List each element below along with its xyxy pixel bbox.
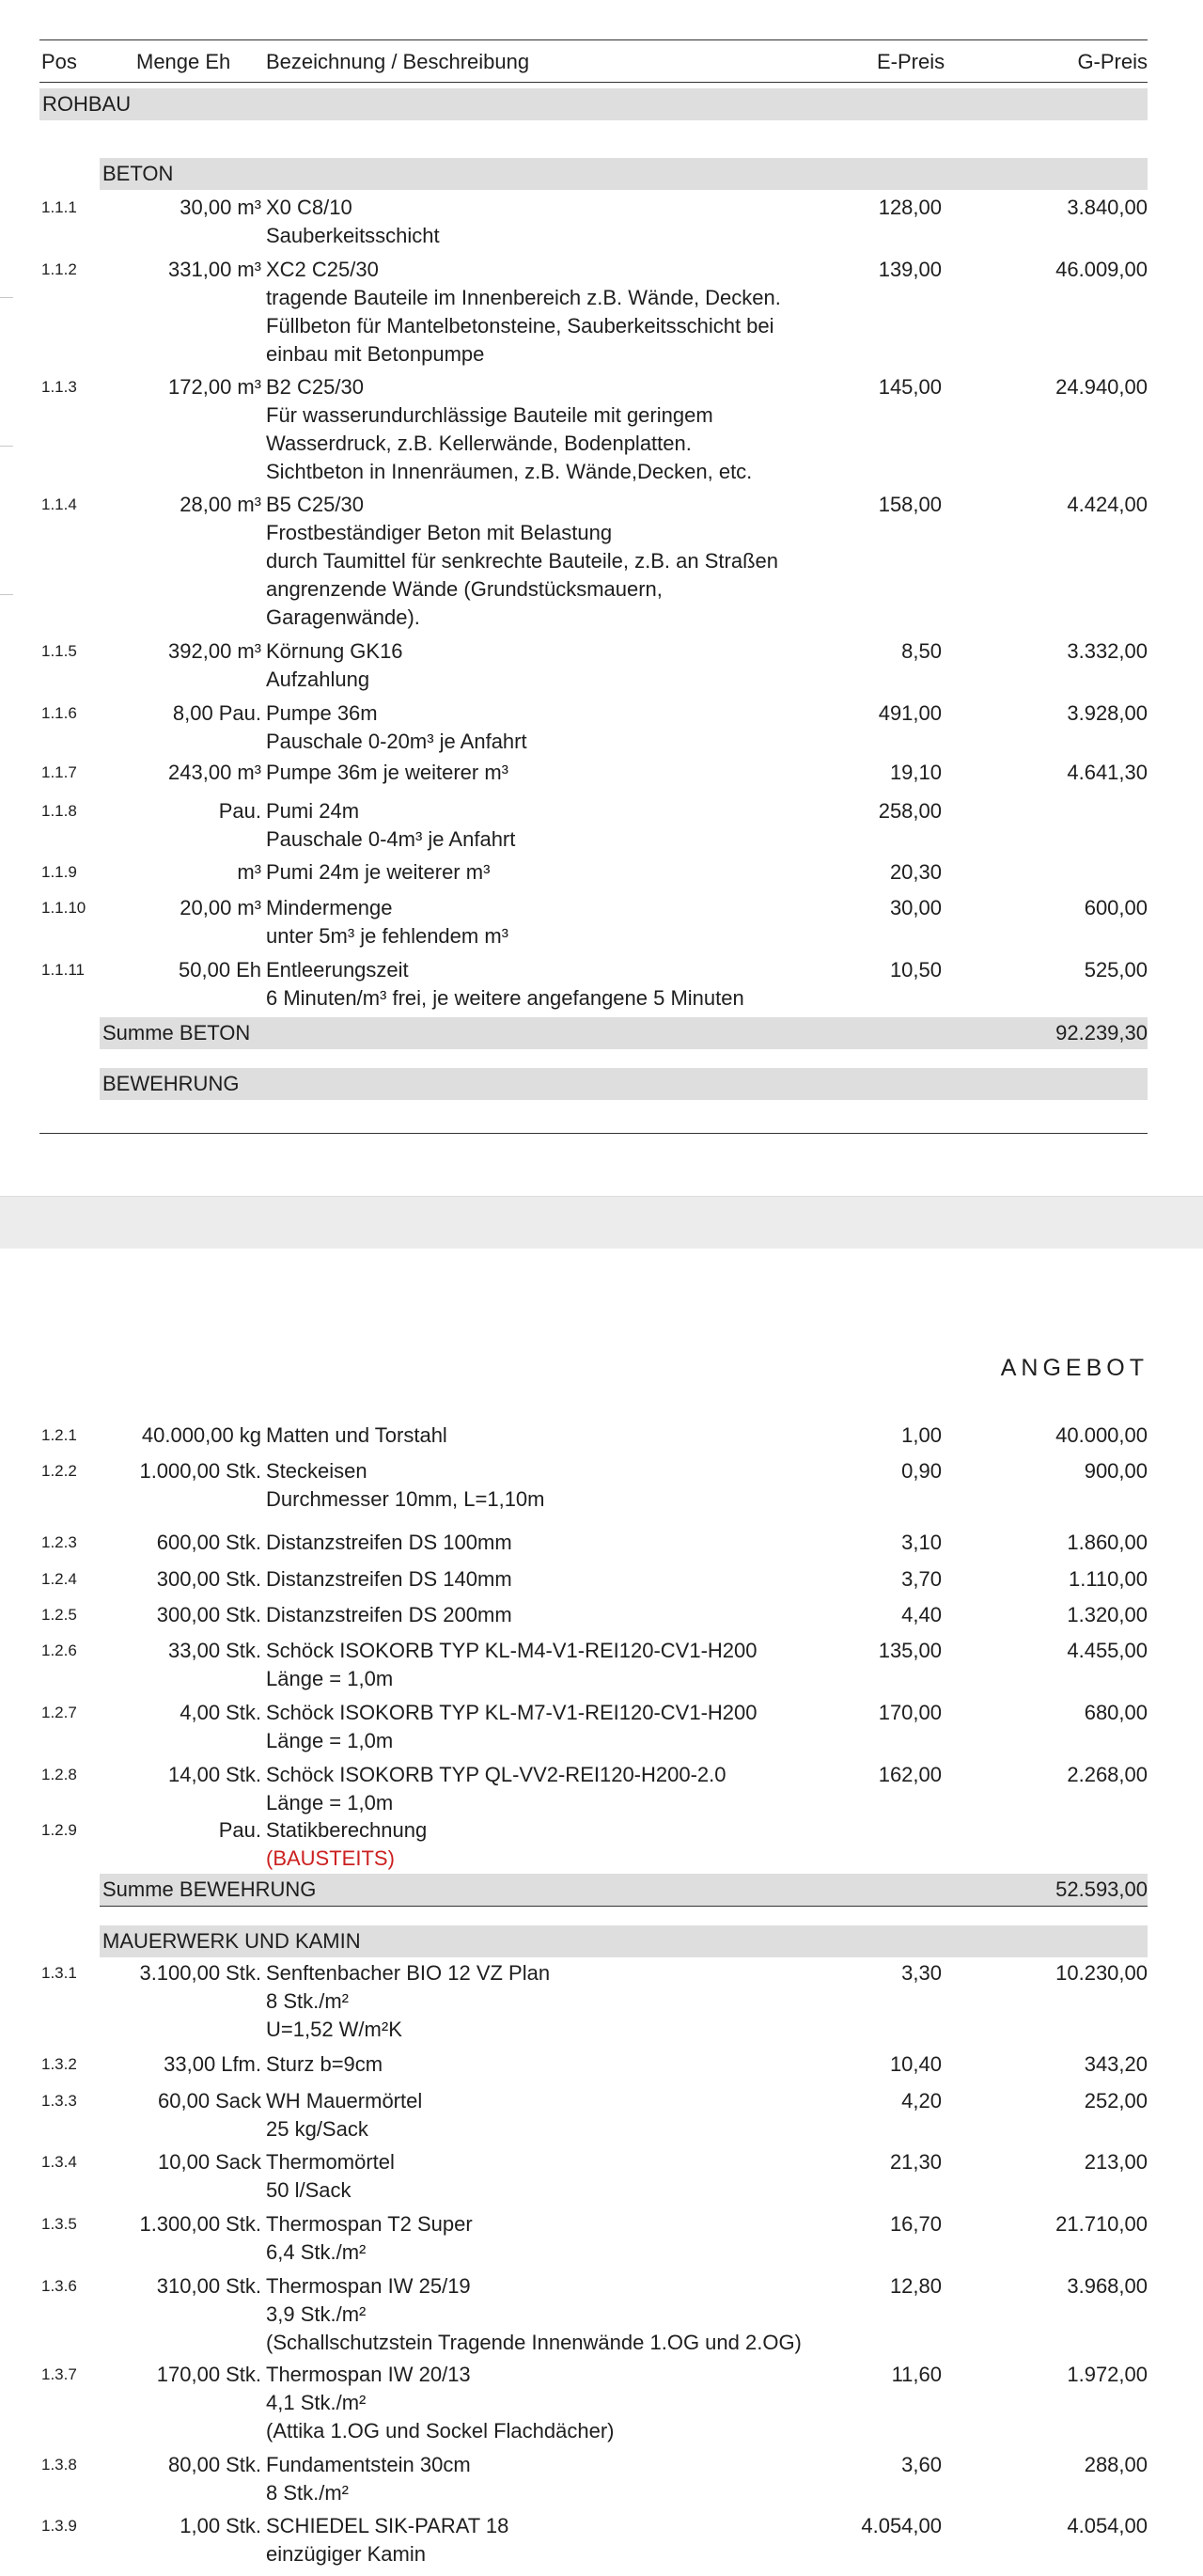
quantity: 310,00 xyxy=(156,2274,221,2298)
total-price: 680,00 xyxy=(1084,1701,1148,1724)
total-price: 10.230,00 xyxy=(1055,1961,1148,1985)
description-line: Steckeisen xyxy=(266,1459,367,1483)
description xyxy=(266,1761,849,1817)
position-number: 1.1.9 xyxy=(41,863,77,881)
description-line: Pumpe 36m je weiterer m³ xyxy=(266,761,508,784)
total-price: 252,00 xyxy=(1084,2089,1148,2113)
unit: m³ xyxy=(237,860,261,884)
unit: Stk. xyxy=(226,2514,261,2537)
description-line: Mindermenge xyxy=(266,896,393,919)
description-line: 3,9 Stk./m² xyxy=(266,2302,367,2326)
position-number: 1.1.11 xyxy=(41,961,86,979)
total-price: 40.000,00 xyxy=(1055,1423,1148,1447)
unit: m³ xyxy=(237,639,261,663)
description-line: Länge = 1,0m xyxy=(266,1667,394,1690)
group-title: BETON xyxy=(102,162,174,185)
unit: Sack xyxy=(215,2150,261,2174)
total-price: 3.840,00 xyxy=(1067,196,1148,219)
description-line: Fundamentstein 30cm xyxy=(266,2453,471,2476)
total-price: 4.641,30 xyxy=(1067,761,1148,784)
unit-price: 21,30 xyxy=(889,2150,942,2174)
description xyxy=(266,373,849,486)
table-header xyxy=(0,48,1203,76)
quantity: 3.100,00 xyxy=(139,1961,221,1985)
group-beton-header xyxy=(100,158,1148,190)
unit-price: 30,00 xyxy=(889,896,942,919)
position-number: 1.3.4 xyxy=(41,2153,77,2171)
position-number: 1.1.2 xyxy=(41,260,77,278)
quantity: 170,00 xyxy=(156,2363,221,2386)
description-line: einzügiger Kamin xyxy=(266,2542,426,2566)
unit-price: 4,20 xyxy=(901,2089,942,2113)
description-line: Entleerungszeit xyxy=(266,958,409,982)
quantity: 1.000,00 xyxy=(139,1459,221,1483)
description-line: Garagenwände). xyxy=(266,605,420,629)
description-line: Durchmesser 10mm, L=1,10m xyxy=(266,1487,545,1511)
quantity: 20,00 xyxy=(180,896,232,919)
unit: Stk. xyxy=(226,1639,261,1662)
position-number: 1.2.8 xyxy=(41,1766,77,1783)
description-line: Thermomörtel xyxy=(266,2150,395,2174)
description xyxy=(266,1601,849,1629)
sum-label: Summe BETON xyxy=(102,1021,251,1045)
total-price: 900,00 xyxy=(1084,1459,1148,1483)
quantity: 50,00 xyxy=(179,958,231,982)
unit: Stk. xyxy=(226,2274,261,2298)
description-line: Körnung GK16 xyxy=(266,639,403,663)
description xyxy=(266,2361,849,2445)
quantity: 1.300,00 xyxy=(139,2212,221,2236)
description-line: (Attika 1.OG und Sockel Flachdächer) xyxy=(266,2419,615,2442)
description-line: U=1,52 W/m²K xyxy=(266,2018,402,2041)
group-title: MAUERWERK UND KAMIN xyxy=(102,1929,361,1953)
header-pos: Pos xyxy=(41,50,77,73)
description xyxy=(266,759,849,787)
description-line: X0 C8/10 xyxy=(266,196,352,219)
description-line: Aufzahlung xyxy=(266,668,370,691)
description-line: SCHIEDEL SIK-PARAT 18 xyxy=(266,2514,509,2537)
position-number: 1.3.6 xyxy=(41,2277,77,2295)
unit: Lfm. xyxy=(221,2052,261,2076)
quantity: 331,00 xyxy=(168,258,232,281)
description-line: Schöck ISOKORB TYP KL-M4-V1-REI120-CV1-H200 xyxy=(266,1639,758,1662)
description xyxy=(266,2050,849,2079)
unit-price: 16,70 xyxy=(889,2212,942,2236)
total-price: 1.110,00 xyxy=(1068,1567,1148,1591)
position-number: 1.1.4 xyxy=(41,495,77,513)
description-line: Wasserdruck, z.B. Kellerwände, Bodenplatten. xyxy=(266,432,692,455)
section-rohbau xyxy=(39,88,1148,120)
header-bezeichnung: Bezeichnung / Beschreibung xyxy=(266,50,530,73)
position-number: 1.1.6 xyxy=(41,704,77,722)
unit-price: 3,70 xyxy=(901,1567,942,1591)
unit: m³ xyxy=(237,896,261,919)
description-line: Länge = 1,0m xyxy=(266,1791,394,1814)
description-line: Thermospan T2 Super xyxy=(266,2212,473,2236)
description-line: B5 C25/30 xyxy=(266,493,364,516)
position-number: 1.1.3 xyxy=(41,378,77,396)
position-number: 1.2.7 xyxy=(41,1704,77,1721)
sum-beton xyxy=(100,1017,1148,1049)
position-number: 1.2.4 xyxy=(41,1570,77,1588)
quantity: 392,00 xyxy=(168,639,232,663)
total-price: 3.928,00 xyxy=(1067,701,1148,725)
unit-price: 8,50 xyxy=(901,639,942,663)
unit-price: 258,00 xyxy=(878,799,942,823)
position-number: 1.3.9 xyxy=(41,2517,77,2535)
description xyxy=(266,637,849,694)
description xyxy=(266,797,849,854)
header-menge: Menge Eh xyxy=(136,50,231,73)
unit: Stk. xyxy=(226,1531,261,1554)
unit-price: 20,30 xyxy=(889,860,942,884)
top-rule xyxy=(39,39,1148,40)
position-number: 1.2.9 xyxy=(41,1821,77,1839)
quantity: 4,00 xyxy=(180,1701,221,1724)
total-price: 21.710,00 xyxy=(1055,2212,1148,2236)
description-line: Schöck ISOKORB TYP KL-M7-V1-REI120-CV1-H200 xyxy=(266,1701,758,1724)
unit: Stk. xyxy=(226,1459,261,1483)
unit: m³ xyxy=(237,196,261,219)
description-line: angrenzende Wände (Grundstücksmauern, xyxy=(266,577,663,601)
total-price: 600,00 xyxy=(1084,896,1148,919)
description xyxy=(266,256,849,369)
group-title: BEWEHRUNG xyxy=(102,1072,240,1095)
unit: Eh xyxy=(236,958,261,982)
description-line: Statikberechnung xyxy=(266,1818,428,1842)
description-line: Länge = 1,0m xyxy=(266,1729,394,1752)
position-number: 1.2.3 xyxy=(41,1533,77,1551)
unit: Sack xyxy=(215,2089,261,2113)
quantity: 1,00 xyxy=(180,2514,221,2537)
total-price: 3.332,00 xyxy=(1067,639,1148,663)
quantity: 10,00 xyxy=(158,2150,211,2174)
unit: Stk. xyxy=(226,2212,261,2236)
position-number: 1.3.3 xyxy=(41,2092,77,2110)
unit: Stk. xyxy=(226,1961,261,1985)
position-number: 1.2.5 xyxy=(41,1606,77,1624)
total-price: 1.320,00 xyxy=(1067,1603,1148,1626)
position-number: 1.3.2 xyxy=(41,2055,77,2073)
angebot-label: ANGEBOT xyxy=(1000,1355,1148,1381)
group-mauerwerk-header xyxy=(100,1925,1148,1957)
description-line: Für wasserundurchlässige Bauteile mit geringem xyxy=(266,403,713,427)
position-number: 1.1.8 xyxy=(41,802,77,820)
unit-price: 139,00 xyxy=(878,258,942,281)
description-line: Distanzstreifen DS 100mm xyxy=(266,1531,512,1554)
description-line: Pauschale 0-4m³ je Anfahrt xyxy=(266,827,516,851)
unit: m³ xyxy=(237,761,261,784)
unit-price: 11,60 xyxy=(891,2363,942,2386)
description-line: Sichtbeton in Innenräumen, z.B. Wände,Decken, etc. xyxy=(266,460,753,483)
quantity: 8,00 xyxy=(172,701,213,725)
quantity: 243,00 xyxy=(168,761,232,784)
sum-value: 92.239,30 xyxy=(1055,1021,1148,1045)
quantity: 80,00 xyxy=(168,2453,221,2476)
description xyxy=(266,491,849,632)
description-line: Thermospan IW 20/13 xyxy=(266,2363,471,2386)
unit: Stk. xyxy=(226,1701,261,1724)
unit: m³ xyxy=(237,375,261,399)
unit-price: 158,00 xyxy=(878,493,942,516)
unit-price: 170,00 xyxy=(878,1701,942,1724)
description-line: Pauschale 0-20m³ je Anfahrt xyxy=(266,730,527,753)
description xyxy=(266,2210,849,2267)
total-price: 525,00 xyxy=(1084,958,1148,982)
position-number: 1.1.5 xyxy=(41,642,77,660)
position-number: 1.2.1 xyxy=(41,1426,77,1444)
total-price: 4.424,00 xyxy=(1067,493,1148,516)
description xyxy=(266,699,849,756)
description-line: Thermospan IW 25/19 xyxy=(266,2274,471,2298)
margin-mark xyxy=(0,297,13,298)
unit-price: 4.054,00 xyxy=(861,2514,942,2537)
unit-price: 162,00 xyxy=(878,1763,942,1786)
description-line: 25 kg/Sack xyxy=(266,2117,368,2141)
quantity: 60,00 xyxy=(158,2089,211,2113)
description-line: Matten und Torstahl xyxy=(266,1423,447,1447)
description xyxy=(266,2512,849,2568)
header-rule xyxy=(39,82,1148,83)
unit-price: 3,30 xyxy=(901,1961,942,1985)
description-line: durch Taumittel für senkrechte Bauteile, z.B. an Straßen xyxy=(266,549,778,573)
quantity: 300,00 xyxy=(156,1603,221,1626)
unit: Stk. xyxy=(226,1763,261,1786)
total-price: 343,20 xyxy=(1084,2052,1148,2076)
page-end-rule xyxy=(39,1133,1148,1134)
total-price: 3.968,00 xyxy=(1067,2274,1148,2298)
description-line: Pumi 24m je weiterer m³ xyxy=(266,860,491,884)
description-line: Pumi 24m xyxy=(266,799,360,823)
description xyxy=(266,858,849,887)
header-epreis: E-Preis xyxy=(877,50,945,73)
margin-mark xyxy=(0,446,13,447)
unit: m³ xyxy=(237,258,261,281)
unit-price: 0,90 xyxy=(901,1459,942,1483)
description-line: 50 l/Sack xyxy=(266,2178,352,2202)
description xyxy=(266,2087,849,2144)
description-note: (BAUSTEITS) xyxy=(266,1846,395,1870)
total-price: 24.940,00 xyxy=(1055,375,1148,399)
quantity: 40.000,00 xyxy=(141,1423,234,1447)
total-price: 213,00 xyxy=(1084,2150,1148,2174)
description xyxy=(266,2148,849,2205)
description xyxy=(266,894,849,950)
description xyxy=(266,1565,849,1594)
unit: Pau. xyxy=(218,799,261,823)
unit-price: 145,00 xyxy=(878,375,942,399)
unit: Stk. xyxy=(226,2363,261,2386)
unit-price: 3,10 xyxy=(901,1531,942,1554)
description xyxy=(266,1457,849,1514)
description-line: Senftenbacher BIO 12 VZ Plan xyxy=(266,1961,551,1985)
quantity: 33,00 xyxy=(168,1639,221,1662)
unit: Stk. xyxy=(226,1603,261,1626)
description xyxy=(266,1422,849,1450)
description-line: Pumpe 36m xyxy=(266,701,378,725)
quantity: 600,00 xyxy=(156,1531,221,1554)
position-number: 1.2.6 xyxy=(41,1641,77,1659)
quantity: 172,00 xyxy=(168,375,232,399)
position-number: 1.1.1 xyxy=(41,198,77,216)
header-gpreis: G-Preis xyxy=(1077,50,1148,73)
description-line: Distanzstreifen DS 140mm xyxy=(266,1567,512,1591)
total-price: 4.455,00 xyxy=(1067,1639,1148,1662)
description xyxy=(266,1529,849,1557)
description xyxy=(266,1959,849,2044)
description-line: Schöck ISOKORB TYP QL-VV2-REI120-H200-2.0 xyxy=(266,1763,726,1786)
margin-mark xyxy=(0,594,13,595)
description-line: WH Mauermörtel xyxy=(266,2089,423,2113)
page-gap xyxy=(0,1196,1203,1249)
description-line: unter 5m³ je fehlendem m³ xyxy=(266,924,508,948)
unit: Stk. xyxy=(226,1567,261,1591)
group-bewehrung-header xyxy=(100,1068,1148,1100)
quantity: 14,00 xyxy=(168,1763,221,1786)
description-line: einbau mit Betonpumpe xyxy=(266,342,485,366)
description xyxy=(266,1699,849,1755)
sum-value: 52.593,00 xyxy=(1055,1877,1148,1901)
unit-price: 1,00 xyxy=(901,1423,942,1447)
unit-price: 491,00 xyxy=(878,701,942,725)
description xyxy=(266,194,849,250)
unit-price: 3,60 xyxy=(901,2453,942,2476)
description xyxy=(266,956,849,1013)
total-price: 46.009,00 xyxy=(1055,258,1148,281)
unit-price: 12,80 xyxy=(889,2274,942,2298)
description-line: Sauberkeitsschicht xyxy=(266,224,440,247)
position-number: 1.1.7 xyxy=(41,763,77,781)
description-line: XC2 C25/30 xyxy=(266,258,379,281)
position-number: 1.2.2 xyxy=(41,1462,77,1480)
description-line: Sturz b=9cm xyxy=(266,2052,383,2076)
unit: Stk. xyxy=(226,2453,261,2476)
description-line: B2 C25/30 xyxy=(266,375,364,399)
description xyxy=(266,2451,849,2507)
description-line: 8 Stk./m² xyxy=(266,2481,350,2505)
position-number: 1.1.10 xyxy=(41,899,86,917)
description xyxy=(266,1637,849,1693)
unit: kg xyxy=(239,1423,261,1447)
description-line: 6 Minuten/m³ frei, je weitere angefangene 5 Minuten xyxy=(266,986,744,1010)
position-number: 1.3.8 xyxy=(41,2456,77,2474)
position-number: 1.3.7 xyxy=(41,2365,77,2383)
total-price: 1.860,00 xyxy=(1067,1531,1148,1554)
total-price: 4.054,00 xyxy=(1067,2514,1148,2537)
position-number: 1.3.1 xyxy=(41,1964,77,1982)
unit-price: 128,00 xyxy=(878,196,942,219)
sum-label: Summe BEWEHRUNG xyxy=(102,1877,317,1901)
quantity: 300,00 xyxy=(156,1567,221,1591)
sum-bewehrung xyxy=(100,1874,1148,1907)
quantity: 33,00 xyxy=(164,2052,216,2076)
total-price: 288,00 xyxy=(1084,2453,1148,2476)
unit-price: 135,00 xyxy=(878,1639,942,1662)
description xyxy=(266,2272,849,2357)
position-number: 1.3.5 xyxy=(41,2215,77,2233)
unit-price: 4,40 xyxy=(901,1603,942,1626)
description-line: Frostbeständiger Beton mit Belastung xyxy=(266,521,613,544)
description xyxy=(266,1816,849,1873)
description-line: 6,4 Stk./m² xyxy=(266,2240,367,2264)
unit-price: 10,50 xyxy=(889,958,942,982)
unit: m³ xyxy=(237,493,261,516)
description-line: Füllbeton für Mantelbetonsteine, Sauberkeitsschicht bei xyxy=(266,314,774,338)
quantity: 30,00 xyxy=(180,196,232,219)
unit-price: 19,10 xyxy=(889,761,942,784)
unit: Pau. xyxy=(218,701,261,725)
unit: Pau. xyxy=(218,1818,261,1842)
description-line: (Schallschutzstein Tragende Innenwände 1.OG und 2.OG) xyxy=(266,2331,802,2354)
description-line: 4,1 Stk./m² xyxy=(266,2391,367,2414)
total-price: 1.972,00 xyxy=(1067,2363,1148,2386)
quantity: 28,00 xyxy=(180,493,232,516)
description-line: 8 Stk./m² xyxy=(266,1989,350,2013)
section-title: ROHBAU xyxy=(42,92,132,116)
description-line: Distanzstreifen DS 200mm xyxy=(266,1603,512,1626)
unit-price: 10,40 xyxy=(889,2052,942,2076)
total-price: 2.268,00 xyxy=(1067,1763,1148,1786)
description-line: tragende Bauteile im Innenbereich z.B. Wände, Decken. xyxy=(266,286,781,309)
